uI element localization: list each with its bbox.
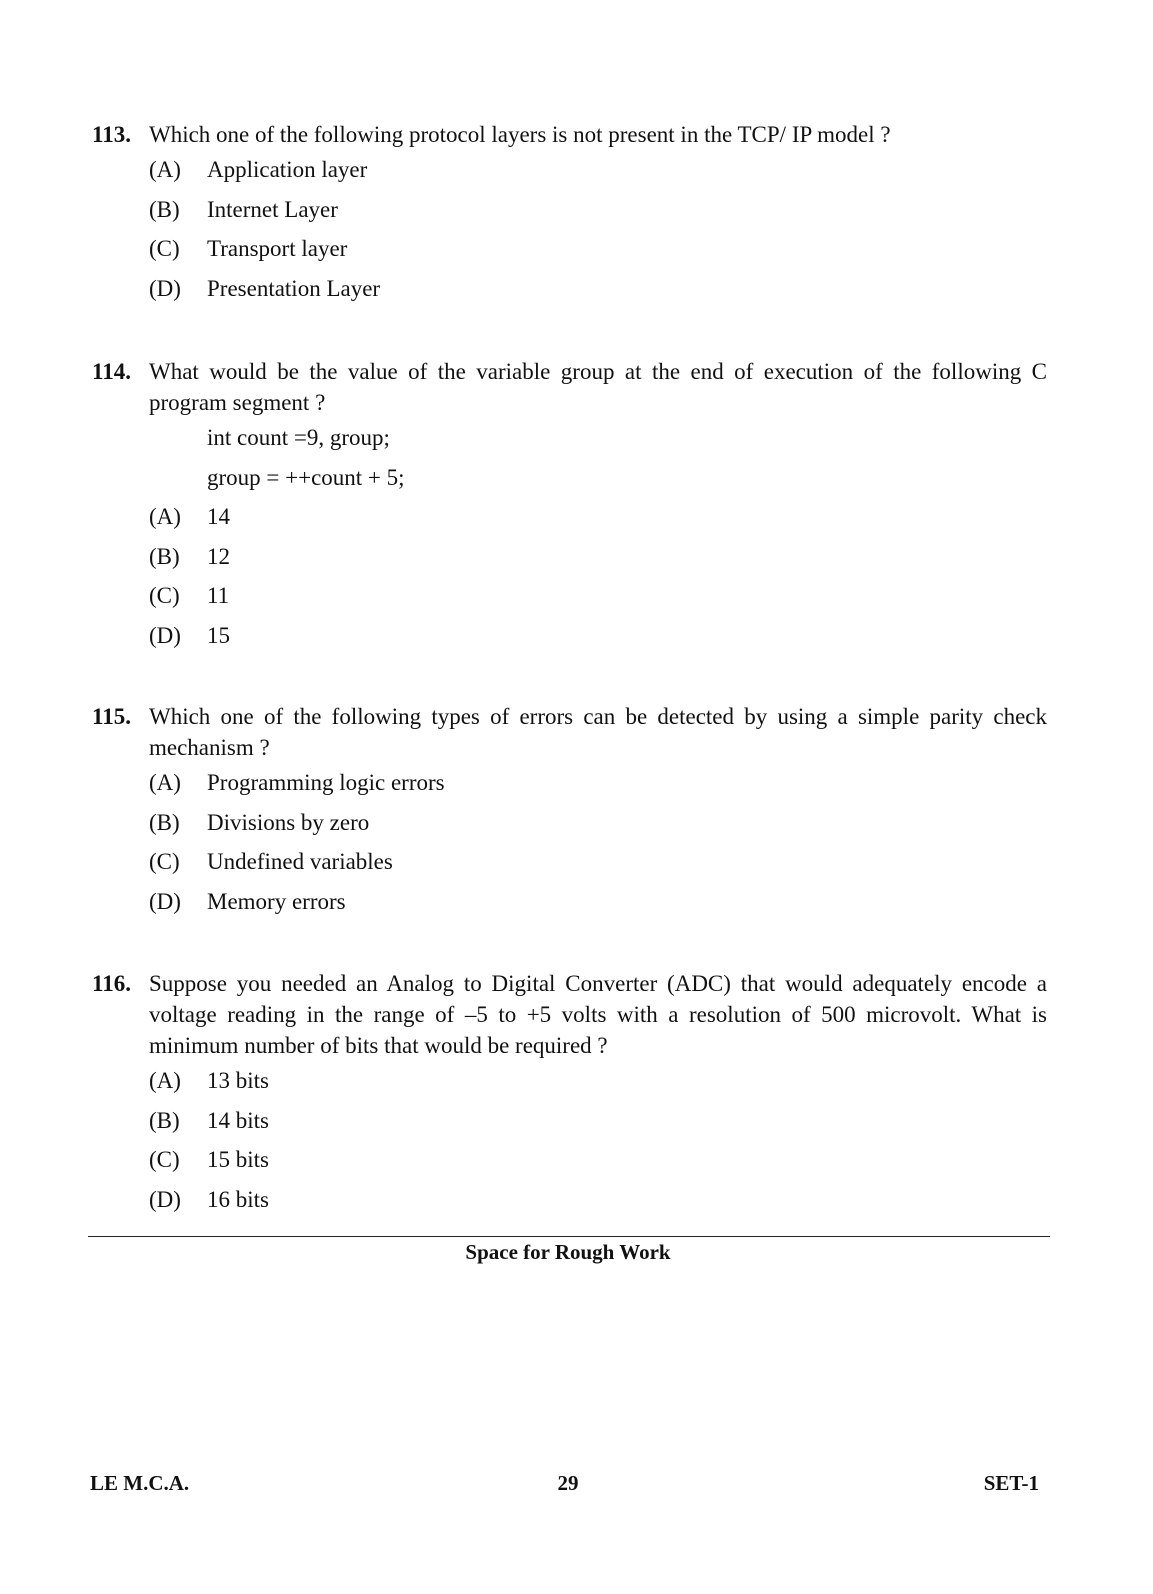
option-text: 12 (207, 543, 230, 569)
option-text: 15 (207, 622, 230, 648)
option-label: (A) (149, 157, 181, 182)
option-text: 16 bits (207, 1186, 269, 1212)
option-c (149, 1140, 1047, 1180)
question-text: Which one of the following protocol layers is not present in the TCP/ IP model ? (149, 122, 891, 147)
option-label: (A) (149, 504, 181, 529)
footer-exam-code: LE M.C.A. (90, 1471, 190, 1495)
option-b (149, 803, 1047, 843)
option-text: Memory errors (207, 888, 346, 914)
code-line: group = ++count + 5; (207, 464, 405, 490)
page-number: 29 (557, 1471, 579, 1495)
question-text: Which one of the following types of errors can be detected by using a simple parity check mechanism ? (149, 704, 1047, 760)
option-text: Transport layer (207, 236, 348, 261)
option-text: 14 (207, 504, 230, 529)
option-label: (D) (149, 275, 181, 301)
option-c (149, 229, 1047, 269)
option-label: (A) (149, 1068, 181, 1093)
option-label: (B) (149, 809, 180, 835)
option-b (149, 1101, 1047, 1141)
question-113 (92, 119, 1047, 308)
rough-work-label: Space for Rough Work (465, 1240, 671, 1264)
option-label: (A) (149, 770, 181, 795)
option-text: Application layer (207, 157, 368, 182)
option-label: (C) (149, 583, 180, 608)
question-number: 114. (92, 359, 131, 384)
question-number: 116. (92, 971, 131, 996)
option-a (149, 497, 1047, 537)
option-label: (D) (149, 1186, 181, 1212)
option-label: (D) (149, 888, 181, 914)
question-115 (92, 701, 1047, 921)
option-text: 14 bits (207, 1107, 269, 1133)
option-label: (D) (149, 622, 181, 648)
option-label: (C) (149, 849, 180, 874)
option-label: (C) (149, 236, 180, 261)
option-d (149, 616, 1047, 656)
option-a (149, 763, 1047, 803)
question-114 (92, 356, 1047, 655)
code-line: int count =9, group; (207, 425, 390, 450)
question-number: 115. (92, 704, 131, 729)
question-text: What would be the value of the variable group at the end of execution of the following C program segment ? (149, 359, 1047, 415)
option-text: 11 (207, 583, 230, 608)
question-text: Suppose you needed an Analog to Digital Converter (ADC) that would adequately encode a voltage reading in the range of –5 to +5 volts with a resolution of 500 microvolt. What is minimum number of bits that would be required ? (149, 971, 1047, 1058)
option-d (149, 882, 1047, 922)
option-a (149, 1061, 1047, 1101)
option-text: 13 bits (207, 1068, 269, 1093)
option-b (149, 190, 1047, 230)
option-label: (B) (149, 1107, 180, 1133)
option-text: Undefined variables (207, 849, 393, 874)
option-c (149, 576, 1047, 616)
option-text: Programming logic errors (207, 770, 445, 795)
option-text: Presentation Layer (207, 275, 381, 301)
option-text: 15 bits (207, 1147, 269, 1172)
option-c (149, 842, 1047, 882)
footer-set: SET-1 (983, 1471, 1039, 1495)
option-text: Divisions by zero (207, 809, 370, 835)
question-number: 113. (92, 122, 131, 147)
option-a (149, 150, 1047, 190)
question-116 (92, 968, 1047, 1219)
option-d (149, 269, 1047, 309)
option-label: (B) (149, 196, 180, 222)
option-label: (C) (149, 1147, 180, 1172)
option-label: (B) (149, 543, 180, 569)
option-d (149, 1180, 1047, 1220)
divider (88, 1236, 1050, 1237)
option-b (149, 537, 1047, 577)
option-text: Internet Layer (207, 196, 338, 222)
